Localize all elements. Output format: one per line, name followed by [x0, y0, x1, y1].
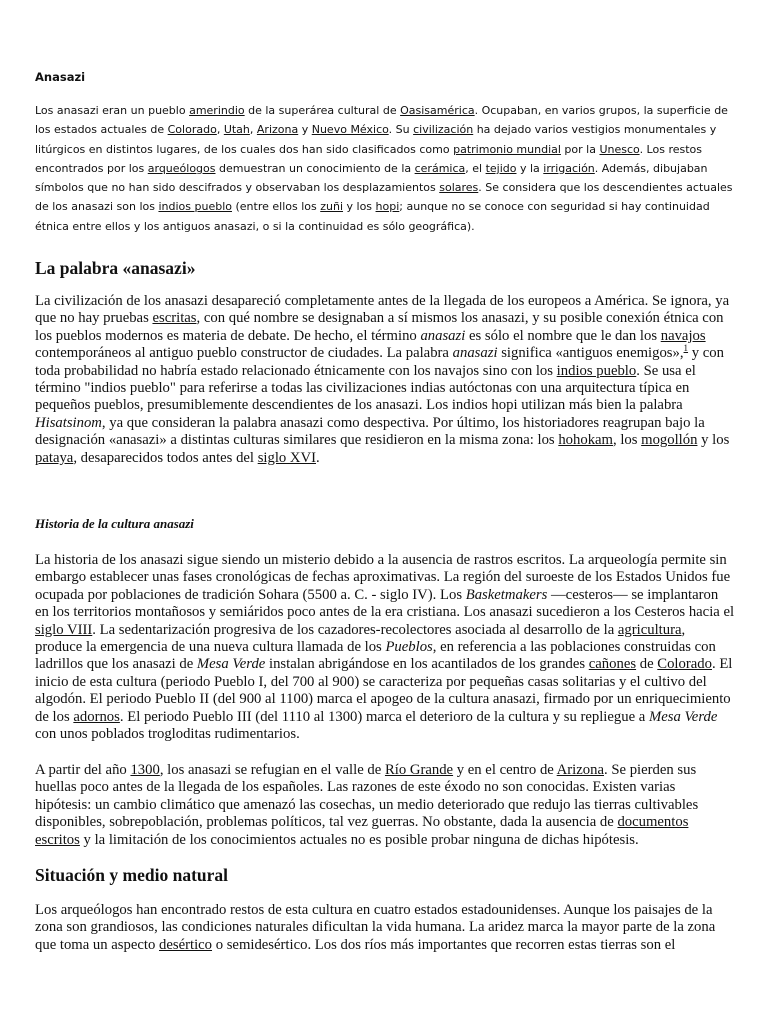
- text: La civilización de los anasazi desapareció completamente antes de la llegada de los europeos a América. Se ignora, ya que no hay pruebas: [35, 293, 730, 327]
- link-unesco[interactable]: Unesco: [599, 142, 640, 156]
- text: . Su: [388, 123, 414, 137]
- text: La historia de los anasazi sigue siendo un misterio debido a la ausencia de rastros escritos. La arqueología permite sin embargo establecer unas fases cronológicas de fechas aproximativas. La región del suroeste de los Estados Unidos fue ocupada por poblaciones de tradición Sohara (5500 a. C. - siglo IV). Los: [35, 552, 731, 603]
- text: y los: [343, 200, 376, 214]
- link-hohokam[interactable]: hohokam: [558, 432, 613, 449]
- emphasis-text: Mesa Verde: [196, 656, 266, 673]
- section-heading-situacion: Situación y medio natural: [35, 865, 229, 885]
- text: (entre ellos los: [231, 200, 321, 214]
- text: y los: [697, 432, 730, 449]
- link-escritas[interactable]: escritas: [152, 310, 197, 327]
- link-nuevo-mexico[interactable]: Nuevo México: [311, 123, 389, 137]
- text: y la: [516, 161, 544, 175]
- document-title: Anasazi: [35, 70, 86, 84]
- paragraph-situacion: [35, 902, 735, 954]
- emphasis-text: anasazi: [452, 345, 498, 362]
- link-zuni[interactable]: zuñi: [320, 200, 344, 214]
- paragraph-historia-2: [35, 762, 735, 849]
- link-arizona[interactable]: Arizona: [256, 123, 299, 137]
- text: . El periodo Pueblo III (del 1110 al 1300) marca el deterioro de la cultura y su repliegue a: [119, 708, 649, 725]
- emphasis-text: anasazi: [420, 327, 466, 344]
- link-solares[interactable]: solares: [439, 181, 479, 195]
- text: por la: [560, 142, 600, 156]
- text: . Se pierden sus huellas poco antes de la llegada de los españoles. Las razones de este éxodo no son conocidas. Existen varias hipótesis: un cambio climático que amenazó las cosechas, un medio deteriorado que redujo las tierras cultivables disponibles, sobrepoblación, problemas políticos, tal vez guerras. No obstante, dada la ausencia de: [35, 762, 699, 831]
- text: y con toda probabilidad no habría estado relacionado étnicamente con los navajos sino con los: [35, 345, 724, 379]
- text: , en referencia a las poblaciones construidas con ladrillos que los anasazi de: [35, 639, 716, 673]
- intro-paragraph: [35, 101, 735, 236]
- paragraph-palabra-anasazi: [35, 293, 735, 467]
- text: ,: [216, 123, 224, 137]
- emphasis-text: Basketmakers: [465, 586, 548, 603]
- text: .: [316, 449, 320, 466]
- link-agricultura[interactable]: agricultura: [617, 621, 682, 638]
- text: y en el centro de: [453, 762, 557, 778]
- link-documentos-escritos[interactable]: documentos escritos: [35, 814, 689, 848]
- link-civilizacion[interactable]: civilización: [413, 123, 474, 137]
- text: . Se usa el término "indios pueblo" para referirse a todas las civilizaciones indias autóctonas con una arquitectura típica en pequeños pueblos, presumiblemente descendientes de los anasazi. Los indios hopi utilizan más bien la palabra: [35, 362, 696, 414]
- text: Los arqueólogos han encontrado restos de esta cultura en cuatro estados estadounidenses. Aunque los paisajes de la zona son grandiosos, las condiciones naturales dificultan la vida humana. La aridez marca la mayor parte de la zona que toma un aspecto: [35, 902, 716, 953]
- text: . Ocupaban, en varios grupos, la superficie de los estados actuales de: [35, 104, 728, 137]
- link-arqueologos[interactable]: arqueólogos: [147, 161, 216, 175]
- text: , ya que consideran la palabra anasazi como despectiva. Por último, los historiadores reagrupan bajo la designación «anasazi» a distintas culturas similares que residieron en la misma zona: los: [35, 414, 705, 449]
- text: , produce la emergencia de una nueva cultura llamada de los: [35, 621, 686, 656]
- link-patrimonio-mundial[interactable]: patrimonio mundial: [453, 142, 561, 156]
- emphasis-text: Hisatsinom: [35, 414, 102, 431]
- link-adornos[interactable]: adornos: [73, 708, 120, 725]
- text: instalan abrigándose en los acantilados de los grandes: [265, 656, 589, 673]
- text: . Además, dibujaban símbolos que no han sido descifrados y observaban los desplazamientos: [35, 161, 708, 195]
- link-indios-pueblo[interactable]: indios pueblo: [158, 200, 232, 214]
- text: de: [636, 656, 658, 673]
- link-mogollon[interactable]: mogollón: [641, 432, 698, 449]
- text: . Los restos encontrados por los: [35, 142, 703, 175]
- text: ; aunque no se conoce con seguridad si hay continuidad étnica entre ellos y los antiguos anasazi, o si la continuidad es sólo geográfica).: [35, 200, 710, 233]
- footnote-ref-1[interactable]: 1: [683, 343, 689, 354]
- text: de la superárea cultural de: [244, 104, 401, 117]
- text: , con qué nombre se designaban a sí mismos los anasazi, y su posible conexión étnica con los pueblos modernos es materia de debate. De hecho, el término: [35, 310, 724, 344]
- emphasis-text: Pueblos: [385, 639, 433, 656]
- link-arizona-2[interactable]: Arizona: [556, 762, 604, 778]
- text: , los anasazi se refugian en el valle de: [159, 762, 385, 778]
- link-amerindio[interactable]: amerindio: [189, 104, 245, 117]
- link-colorado[interactable]: Colorado: [167, 123, 217, 137]
- link-hopi[interactable]: hopi: [375, 200, 400, 214]
- text: o semidesértico. Los dos ríos más importantes que recorren estas tierras son el: [212, 936, 676, 953]
- section-heading-palabra-anasazi: La palabra «anasazi»: [35, 258, 196, 278]
- paragraph-historia-1: [35, 552, 735, 743]
- link-1300[interactable]: 1300: [130, 762, 160, 778]
- text: . La sedentarización progresiva de los cazadores-recolectores asociada al desarrollo de la: [92, 621, 618, 638]
- link-tejido[interactable]: tejido: [485, 161, 517, 175]
- text: y: [298, 123, 312, 137]
- text: , el: [465, 161, 486, 175]
- text: ,: [249, 123, 257, 137]
- link-indios-pueblo-2[interactable]: indios pueblo: [556, 362, 637, 379]
- link-oasisamerica[interactable]: Oasisamérica: [400, 104, 475, 117]
- link-siglo-viii[interactable]: siglo VIII: [35, 621, 93, 638]
- text: A partir del año: [35, 762, 131, 778]
- text: —cesteros— se implantaron en los territorios montañosos y semiáridos poco antes de la era cristiana. Los anasazi sucedieron a los Cesteros hacia el: [35, 586, 735, 621]
- text: . Se considera que los descendientes actuales de los anasazi son los: [35, 181, 733, 214]
- link-irrigacion[interactable]: irrigación: [543, 161, 595, 175]
- link-pataya[interactable]: pataya: [35, 449, 74, 466]
- text: con unos poblados trogloditas rudimentarios.: [35, 726, 300, 743]
- text: demuestran un conocimiento de la: [215, 161, 415, 175]
- text: , los: [612, 432, 642, 449]
- emphasis-text: Mesa Verde: [648, 708, 718, 725]
- link-colorado-2[interactable]: Colorado: [657, 656, 712, 673]
- text: y la limitación de los conocimientos actuales no es posible probar ninguna de dichas hipótesis.: [79, 831, 639, 848]
- link-rio-grande[interactable]: Río Grande: [384, 762, 454, 778]
- text: . El inicio de esta cultura (periodo Pueblo I, del 700 al 900) se caracteriza por pequeñas casas solitarias y el cultivo del algodón. El periodo Pueblo II (del 900 al 1100) marca el apogeo de la cultura anasazi, firmado por un enriquecimiento de los: [35, 656, 733, 725]
- text: Los anasazi eran un pueblo: [35, 104, 190, 117]
- section-heading-historia: Historia de la cultura anasazi: [35, 516, 194, 531]
- text: , desaparecidos todos antes del: [73, 449, 258, 466]
- link-utah[interactable]: Utah: [223, 123, 250, 137]
- link-navajos[interactable]: navajos: [660, 327, 706, 344]
- text: contemporáneos al antiguo pueblo constructor de ciudades. La palabra: [35, 345, 453, 362]
- link-canones[interactable]: cañones: [588, 656, 637, 673]
- link-desertico[interactable]: desértico: [159, 936, 213, 953]
- text: significa «antiguos enemigos»,: [497, 345, 684, 362]
- link-ceramica[interactable]: cerámica: [414, 161, 466, 175]
- text: es sólo el nombre que le dan los: [465, 327, 661, 344]
- link-siglo-xvi[interactable]: siglo XVI: [257, 449, 317, 466]
- text: ha dejado varios vestigios monumentales y litúrgicos en distintos lugares, de los cuales dos han sido clasificados como: [35, 123, 717, 156]
